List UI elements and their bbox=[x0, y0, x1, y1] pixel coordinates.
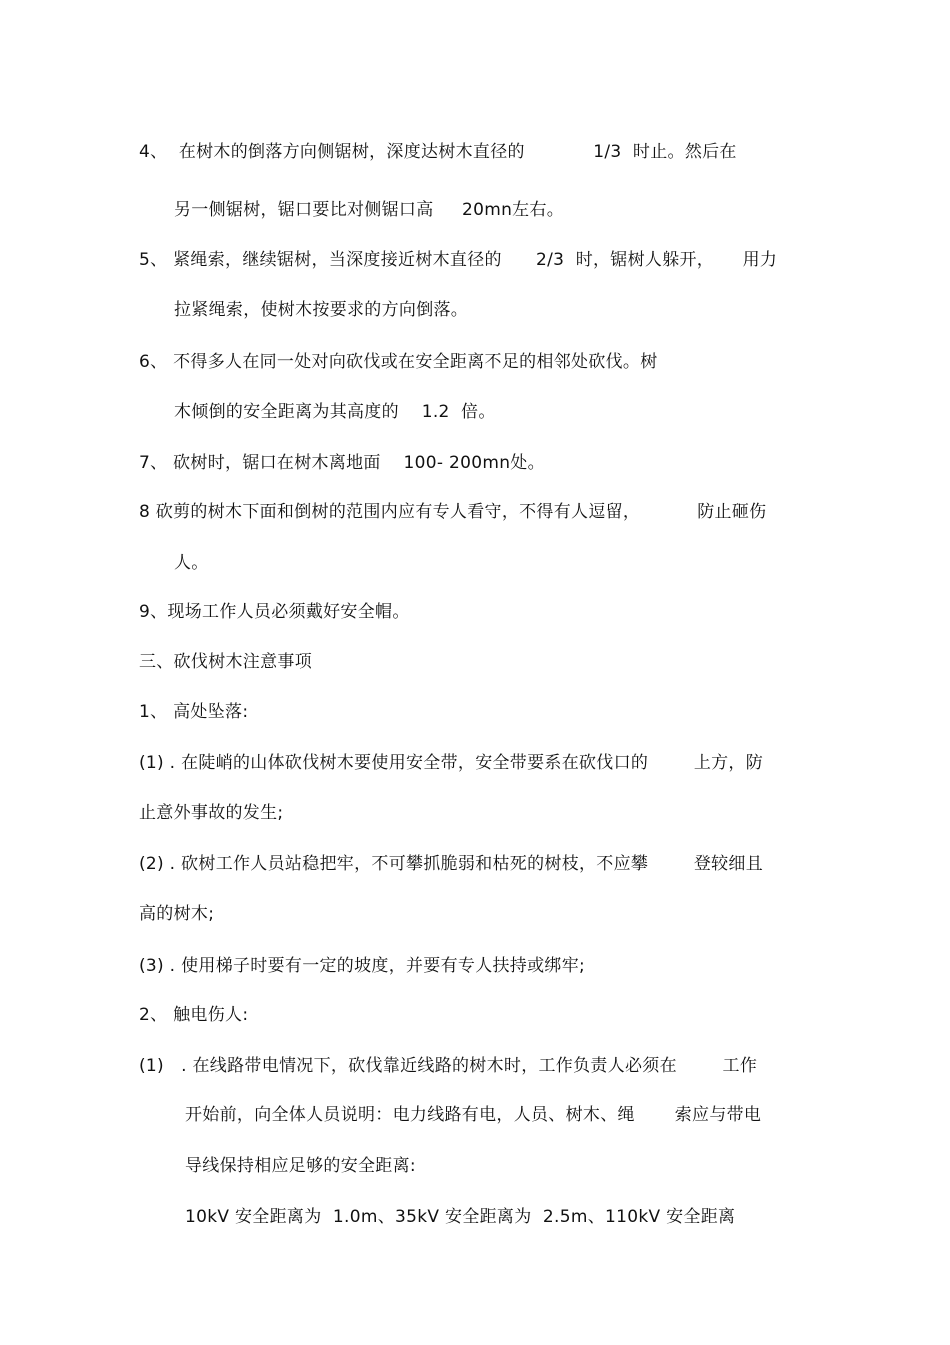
text-line: 另一侧锯树，锯口要比对侧锯口高 20mn左右。 bbox=[174, 200, 565, 220]
text-line: 木倾倒的安全距离为其高度的 1.2 倍。 bbox=[174, 402, 496, 422]
text-line: (3) . 使用梯子时要有一定的坡度，并要有专人扶持或绑牢; bbox=[139, 956, 586, 976]
text-line: 拉紧绳索，使树木按要求的方向倒落。 bbox=[174, 300, 469, 320]
text-line: (2) . 砍树工作人员站稳把牢，不可攀抓脆弱和枯死的树枝，不应攀 登较细且 bbox=[139, 854, 764, 874]
text-line: 6、 不得多人在同一处对向砍伐或在安全距离不足的相邻处砍伐。树 bbox=[139, 352, 658, 372]
text-line: 人。 bbox=[174, 553, 209, 573]
text-line: 2、 触电伤人: bbox=[139, 1005, 249, 1025]
text-line: 8 砍剪的树木下面和倒树的范围内应有专人看守，不得有人逗留， 防止砸伤 bbox=[139, 502, 767, 522]
text-line: 10kV 安全距离为 1.0m、35kV 安全距离为 2.5m、110kV 安全距离 bbox=[185, 1207, 736, 1227]
text-line: (1) . 在线路带电情况下，砍伐靠近线路的树木时，工作负责人必须在 工作 bbox=[139, 1056, 758, 1076]
text-line: 高的树木; bbox=[139, 904, 215, 924]
text-line: 导线保持相应足够的安全距离: bbox=[185, 1156, 416, 1176]
text-line: 9、现场工作人员必须戴好安全帽。 bbox=[139, 602, 410, 622]
section-heading: 三、砍伐树木注意事项 bbox=[139, 652, 312, 672]
text-line: 1、 高处坠落: bbox=[139, 702, 249, 722]
text-line: 4、 在树木的倒落方向侧锯树，深度达树木直径的 1/3 时止。然后在 bbox=[139, 142, 737, 162]
text-line: 开始前，向全体人员说明：电力线路有电，人员、树木、绳 索应与带电 bbox=[185, 1105, 762, 1125]
text-line: 7、 砍树时，锯口在树木离地面 100- 200mn处。 bbox=[139, 453, 545, 473]
text-line: 5、 紧绳索，继续锯树，当深度接近树木直径的 2/3 时，锯树人躲开， 用力 bbox=[139, 250, 778, 270]
text-line: 止意外事故的发生; bbox=[139, 803, 284, 823]
text-line: (1) . 在陡峭的山体砍伐树木要使用安全带，安全带要系在砍伐口的 上方，防 bbox=[139, 753, 764, 773]
